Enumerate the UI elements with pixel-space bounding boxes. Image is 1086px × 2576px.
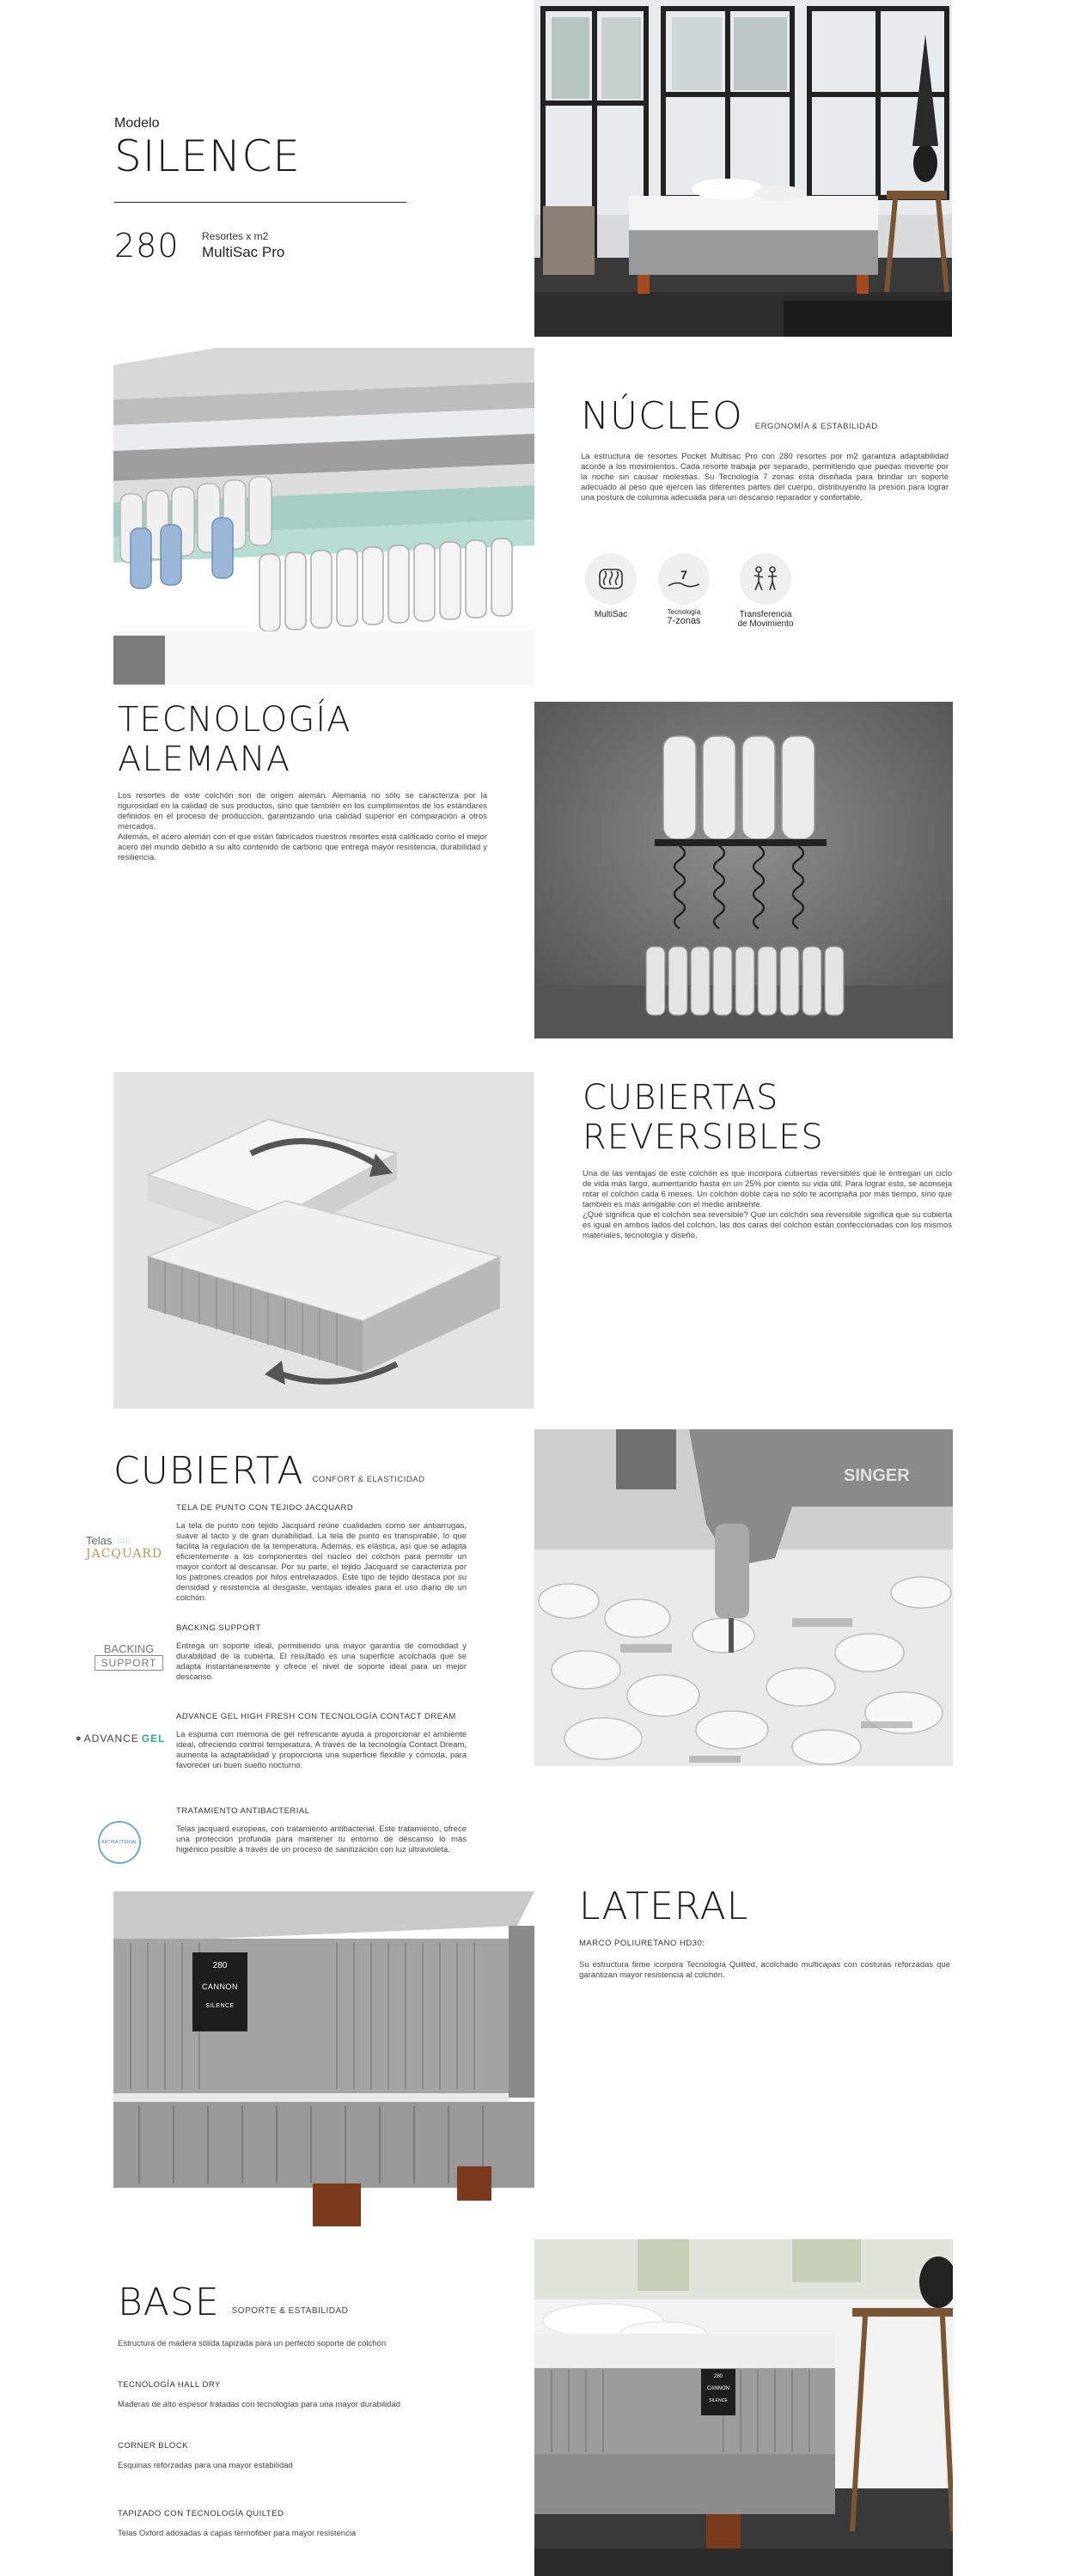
- feature-backing: [176, 1623, 467, 1683]
- svg-text:SINGER: SINGER: [844, 1466, 910, 1485]
- gel-drop-icon: ●: [76, 1733, 82, 1744]
- motion-transfer-icon: [740, 553, 791, 605]
- base-item-3-body: Telas Oxford adosadas a capas termofiber para mayor resistencia: [118, 2529, 357, 2538]
- seven-zones-icon: [658, 553, 710, 605]
- spring-type: MultiSac Pro: [202, 244, 285, 260]
- feature-motion-label: Transferencia: [739, 610, 792, 619]
- spring-coil-icon: [585, 553, 637, 605]
- tecnologia-title-1: TECNOLOGÍA: [118, 700, 351, 740]
- advance-gel-heading: ADVANCE GEL HIGH FRESH CON TECNOLOGÍA CONTACT DREAM: [176, 1712, 456, 1721]
- antibacterial-badge-text: ANTIBACTERIAL: [101, 1840, 137, 1845]
- base-label-tag-model: SILENCE: [709, 2398, 728, 2403]
- base-item-1-heading: TECNOLOGÍA HALL DRY: [118, 2380, 221, 2390]
- label-tag-count: 280: [212, 1961, 228, 1970]
- feature-7-zonas-label2: 7-zonas: [667, 616, 701, 626]
- nucleo-subtitle: ERGONOMÍA & ESTABILIDAD: [754, 422, 878, 431]
- lateral-title: LATERAL: [579, 1885, 749, 1928]
- base-section: [118, 2282, 496, 2539]
- dots-pattern-icon: :::::: [117, 1537, 131, 1544]
- mattress-layers-photo: [113, 348, 534, 685]
- advance-gel-logo: [76, 1733, 165, 1745]
- base-label-tag-count: 280: [713, 2374, 723, 2379]
- backing-body: Entrega un soporte ideal, permitiendo una mayor garantía de comodidad y durabilidad de la cubierta. El resultado es una superficie acolchada que se adapta instantáneamente y ofrece el nivel de soporte ideal para un mejor descanso.: [176, 1641, 467, 1682]
- feature-multisac-label: MultiSac: [594, 610, 628, 619]
- base-item-2-heading: CORNER BLOCK: [118, 2441, 189, 2451]
- base-item-1-body: Maderas de alto espesor tratadas con tecnologías para una mayor durabilidad: [118, 2400, 401, 2409]
- tecnologia-section: [118, 700, 487, 863]
- bed-base-photo: [534, 2239, 953, 2576]
- lateral-section: [579, 1885, 950, 1981]
- lateral-subheading: MARCO POLIURETANO HD30:: [579, 1939, 705, 1948]
- advance-gel-body: La espuma con memoria de gel refrescante ayuda a proporcionar el ambiente ideal, ofreciendo control temperatura. A través de la tecnología Contact Dream, aumenta la adaptabilidad y proporciona una superficie flexible y cómoda, para favorecer un buen sueño nocturno.: [176, 1730, 467, 1770]
- feature-multisac: [581, 553, 641, 629]
- spring-count: 280: [114, 227, 180, 265]
- sewing-machine-photo: [534, 1429, 953, 1766]
- hero-divider: [114, 202, 406, 203]
- hero-text: [114, 116, 406, 265]
- advance-gel-line2: GEL: [141, 1733, 166, 1745]
- backing-heading: BACKING SUPPORT: [176, 1623, 261, 1633]
- cubierta-title: CUBIERTA: [113, 1449, 304, 1493]
- cubierta-subtitle: CONFORT & ELASTICIDAD: [312, 1475, 425, 1484]
- feature-motion: [727, 553, 804, 629]
- feature-motion-label2: de Movimiento: [737, 619, 794, 629]
- cubierta-header: [113, 1449, 425, 1493]
- tecnologia-body-2: Además, el acero alemán con el que están fabricados nuestros resortes está calificado como el mejor acero del mundo debido a su alto contenido de carbono que entrega mayor resistencia, durabilidad y resiliencia.: [118, 832, 487, 862]
- seven-badge: 7: [680, 568, 687, 582]
- model-label: Modelo: [114, 116, 160, 131]
- nucleo-icon-row: [581, 553, 804, 629]
- jacquard-logo-line1: Telas: [86, 1534, 113, 1547]
- jacquard-logo: [86, 1534, 172, 1561]
- mattress-corner-photo: [113, 1891, 534, 2226]
- bedroom-photo: [534, 0, 952, 337]
- spring-stack-photo: [534, 702, 953, 1038]
- jacquard-body: La tela de punto con tejido Jacquard reúne cualidades como ser antiarrugas, suave al tacto y de gran durabilidad. La tela de punto es transpirable, lo que facilita la regulación de la temperatura. Además, es elástica, así que se adapta eficientemente a los componentes del núcleo del colchón para permitir un mayor confort al descansar. Por su parte, el tejido Jacquard se caracteriza por los patrones creados por hilos entrelazados. Este tipo de tejido destaca por su densidad y resistencia al desgaste, ventajas ideales para el uso diario de un colchón.: [176, 1521, 467, 1603]
- base-intro: Estructura de madera sólida tapizada para un perfecto soporte de colchón: [118, 2339, 387, 2348]
- reversible-mattress-photo: [113, 1072, 534, 1409]
- antibacterial-badge: [98, 1821, 141, 1864]
- label-tag-brand: CANNON: [201, 1982, 238, 1991]
- feature-7-zonas-label: Tecnología: [667, 608, 701, 616]
- feature-7-zonas: [650, 553, 718, 629]
- tecnologia-title-2: ALEMANA: [118, 740, 291, 779]
- backing-logo-line2: SUPPORT: [95, 1655, 163, 1671]
- antibacterial-body: Telas jacquard europeas, con tratamiento antibacterial. Este tratamiento, ofrece una protección profunda para mantener tu entorno de descanso lo más higiénico posible a través de un proceso de sanitización con luz ultravioleta.: [176, 1824, 467, 1854]
- cubiertas-body-1: Una de las ventajas de este colchón es que incorpora cubiertas reversibles que le entregan un ciclo de vida más largo, aumentando hasta en un 25% por ciento su vida útil. Para lograr esto, se aconseja rotar el colchón cada 6 meses. Un colchón doble cara no sólo te acompaña por más tiempo, sino que también es más amigable con el medio ambiente.: [583, 1169, 952, 1209]
- spring-unit: Resortes x m2: [202, 230, 269, 242]
- backing-logo-line1: BACKING: [103, 1642, 155, 1655]
- base-label-tag: [701, 2369, 735, 2415]
- jacquard-logo-line2: JACQUARD: [86, 1547, 163, 1561]
- feature-advance-gel: [176, 1712, 467, 1771]
- base-item-3-heading: TAPIZADO CON TECNOLOGÍA QUILTED: [118, 2509, 284, 2518]
- jacquard-heading: TELA DE PUNTO CON TEJIDO JACQUARD: [176, 1503, 354, 1513]
- feature-jacquard: [176, 1503, 467, 1604]
- nucleo-body: La estructura de resortes Pocket Multisac Pro con 280 resortes por m2 garantiza adaptabilidad acorde a los movimientos. Cada resorte trabaja por separado, permitiendo que puedas moverte por la noche sin causar molestias. Su Tecnología 7 zonas está diseñada para brindar un soporte adecuado al peso que ejercen las diferentes partes del cuerpo, distribuyendo la presión para lograr una postura de columna adecuada para un descanso reparador y confortable.: [581, 452, 949, 502]
- base-subtitle: SOPORTE & ESTABILIDAD: [231, 2306, 349, 2316]
- cannon-label-tag: [192, 1952, 247, 2031]
- feature-antibacterial: [176, 1806, 467, 1855]
- cubiertas-section: [583, 1078, 952, 1241]
- base-title: BASE: [118, 2281, 220, 2324]
- antibacterial-heading: TRATAMIENTO ANTIBACTERIAL: [176, 1806, 310, 1816]
- advance-gel-line1: ADVANCE: [83, 1733, 139, 1745]
- label-tag-model: SILENCE: [205, 2003, 235, 2009]
- backing-logo: [95, 1642, 163, 1671]
- tecnologia-body-1: Los resortes de este colchón son de origen alemán. Alemania no sólo se caracteriza por la rigurosidad en la calidad de sus productos, sino que también en los cumplimientos de los estándares definidos en el proceso de producción, garantizando una calidad superior en comparación a otros mercados.: [118, 791, 487, 831]
- cubiertas-body-2: ¿Qué significa que el colchón sea reversible? Que un colchón sea reversible significa que su cubierta es igual en ambos lados del colchón, las dos caras del colchón están confeccionadas con los mismos materiales, tecnología y diseño.: [583, 1210, 952, 1240]
- cubiertas-title-1: CUBIERTAS: [583, 1078, 779, 1117]
- base-label-tag-brand: CANNON: [706, 2386, 729, 2391]
- cubiertas-title-2: REVERSIBLES: [583, 1117, 824, 1157]
- model-name: SILENCE: [114, 131, 301, 181]
- base-item-2-body: Esquinas reforzadas para una mayor estabilidad: [118, 2461, 293, 2470]
- nucleo-section: [581, 394, 949, 503]
- nucleo-title: NÚCLEO: [581, 394, 743, 438]
- lateral-body: Su estructura firme icorpora Tecnología Quilted, acolchado multicapas con costuras reforzadas que garantizan mayor resistencia al colchón.: [579, 1960, 950, 1980]
